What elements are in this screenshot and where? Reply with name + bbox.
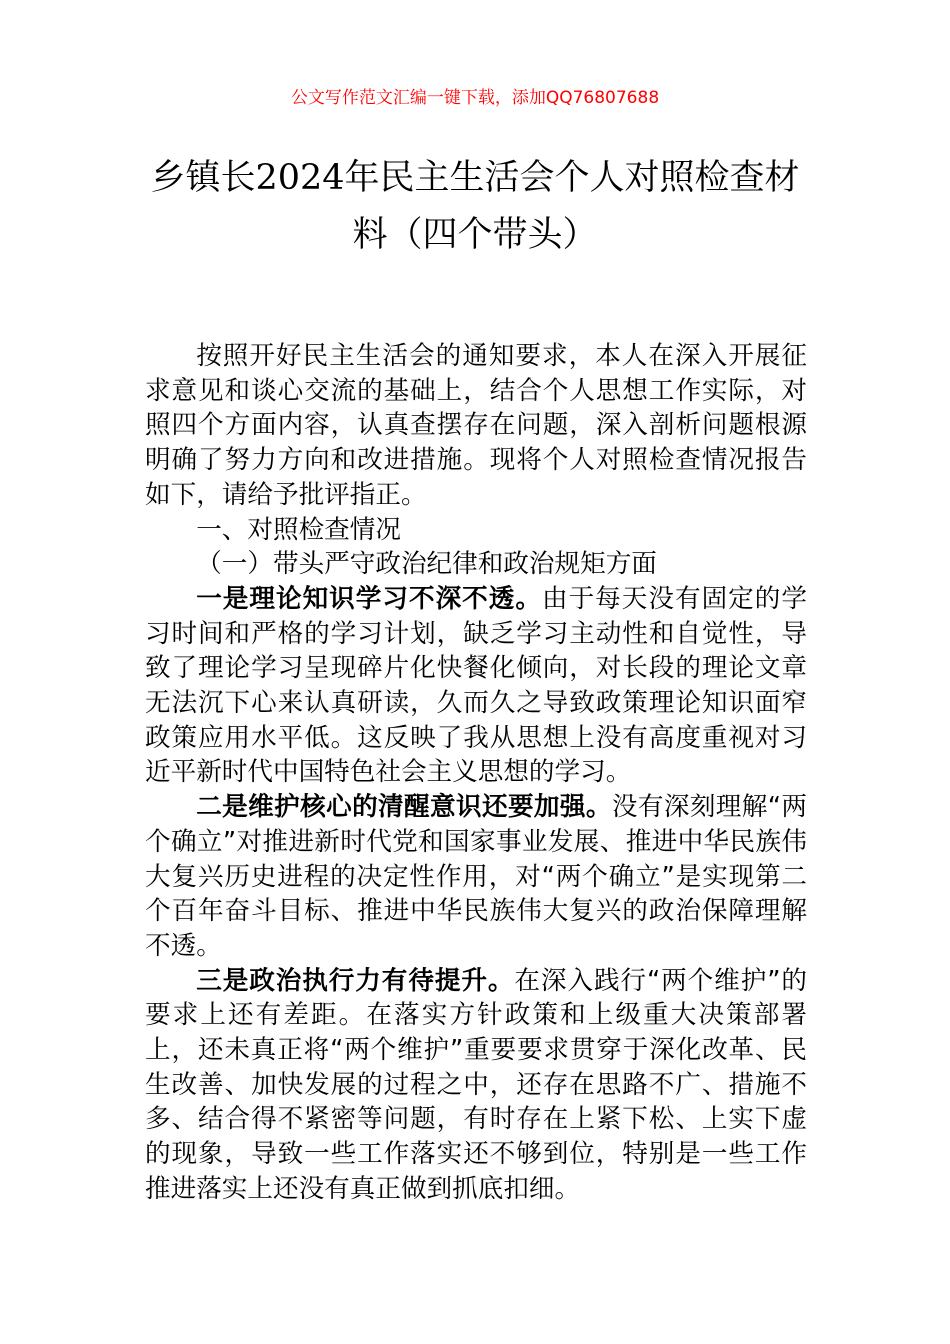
- item-lead-1: 一是理论知识学习不深不透。: [196, 583, 542, 614]
- item-paragraph-1: [145, 582, 807, 790]
- item-lead-2: 二是维护核心的清醒意识还要加强。: [196, 792, 612, 823]
- item-paragraph-3: [145, 964, 807, 1207]
- item-text-1: 由于每天没有固定的学习时间和严格的学习计划，缺乏学习主动性和自觉性，导致了理论学习呈现碎片化快餐化倾向，对长段的理论文章无法沉下心来认真研读，久而久之导致政策理论知识面窄政策应用水平低。这反映了我从思想上没有高度重视对习近平新时代中国特色社会主义思想的学习。: [145, 583, 807, 788]
- download-banner: 公文写作范文汇编一键下载，添加QQ76807688: [290, 88, 660, 108]
- item-text-2: 没有深刻理解“两个确立”对推进新时代党和国家事业发展、推进中华民族伟大复兴历史进程的决定性作用，对“两个确立”是实现第二个百年奋斗目标、推进中华民族伟大复兴的政治保障理解不透。: [145, 792, 807, 961]
- title-line-2: 料（四个带头）: [352, 215, 598, 255]
- intro-paragraph: 按照开好民主生活会的通知要求，本人在深入开展征求意见和谈心交流的基础上，结合个人思想工作实际，对照四个方面内容，认真查摆存在问题，深入剖析问题根源明确了努力方向和改进措施。现将个人对照检查情况报告如下，请给予批评指正。: [145, 341, 807, 510]
- subsection-heading: （一）带头严守政治纪律和政治规矩方面: [196, 549, 657, 580]
- document-body: [145, 339, 807, 1207]
- title-line-1: 乡镇长2024年民主生活会个人对照检查材: [150, 158, 800, 198]
- section-heading: 一、对照检查情况: [196, 514, 401, 545]
- item-lead-3: 三是政治执行力有待提升。: [196, 965, 515, 996]
- item-text-3: 在深入践行“两个维护”的要求上还有差距。在落实方针政策和上级重大决策部署上，还未真正将“两个维护”重要要求贯穿于深化改革、民生改善、加快发展的过程之中，还存在思路不广、措施不多、结合得不紧密等问题，有时存在上紧下松、上实下虚的现象，导致一些工作落实还不够到位，特别是一些工作推进落实上还没有真正做到抓底扣细。: [145, 965, 807, 1204]
- item-paragraph-2: [145, 790, 807, 964]
- document-title: [130, 150, 820, 264]
